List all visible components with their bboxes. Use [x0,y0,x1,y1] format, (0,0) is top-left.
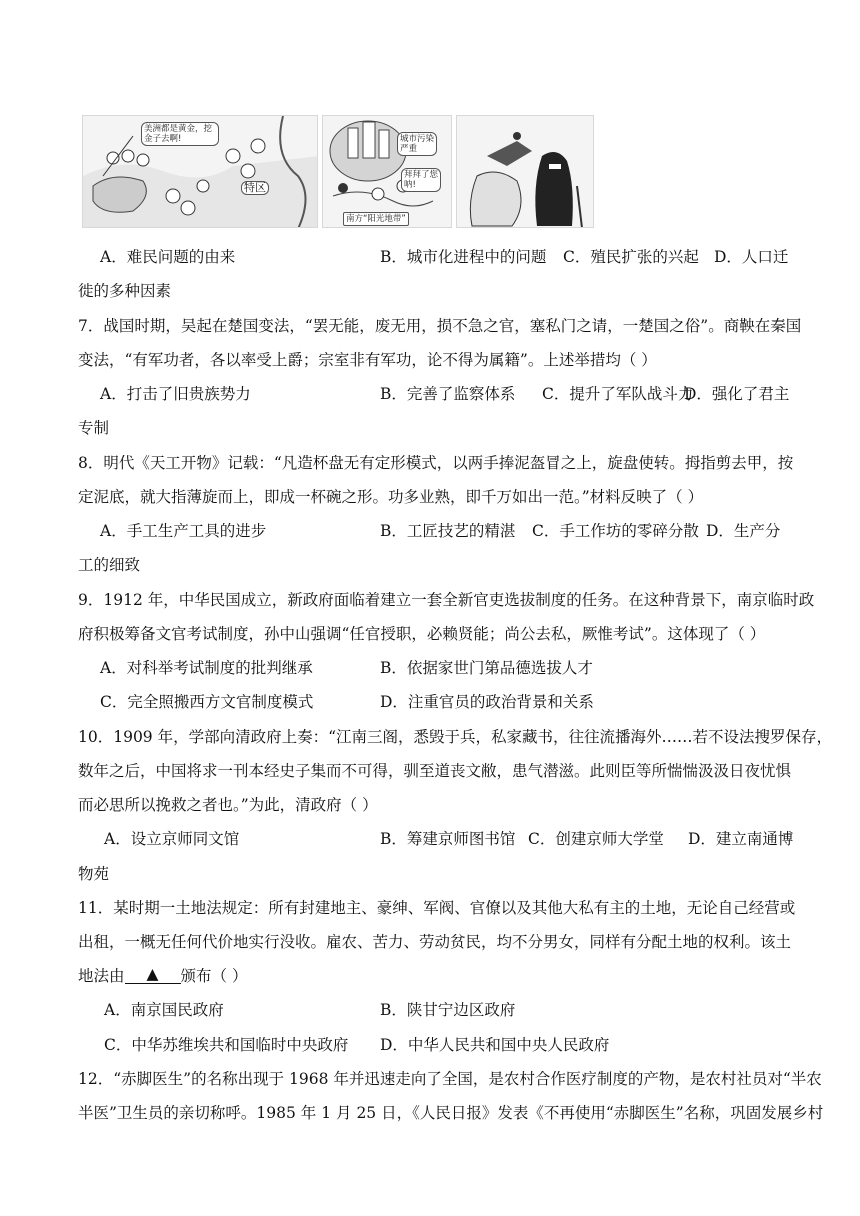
q6-option-a[interactable]: A．难民问题的由来 [100,248,236,266]
q11-option-a[interactable]: A．南京国民政府 [104,1001,224,1019]
q6-option-c[interactable]: C．殖民扩张的兴起 [563,248,699,266]
q6-options [0,245,860,269]
q11-stem-line-3 [0,964,860,988]
q6-options-cont [0,279,860,303]
q11-stem-suffix: 颁布（ ） [180,967,248,985]
q10-options [0,827,860,851]
q10-option-a[interactable]: A．设立京师同文馆 [104,830,240,848]
special-zone-label: 特区 [241,181,269,195]
q7-stem-line-2 [0,348,860,372]
q7-option-d[interactable]: D．强化了君主 [684,385,790,403]
q8-stem-text-2: 定泥底，就大指薄旋而上，即成一杯碗之形。功多业熟，即千万如出一范。”材料反映了（ ） [78,488,704,506]
q8-stem-line-2 [0,485,860,509]
q10-option-b[interactable]: B．筹建京师图书馆 [380,830,516,848]
q8-stem-line-1 [0,451,860,475]
q11-stem-text-1: 11．某时期一土地法规定：所有封建地主、豪绅、军阀、官僚以及其他大私有主的土地，无论自己经营或 [78,899,796,917]
q9-stem-line-2 [0,622,860,646]
q10-stem-text-1: 10．1909 年，学部向清政府上奏：“江南三阁，悉毁于兵，私家藏书，往往流播海外……若不设法搜罗保存， [78,728,833,746]
q9-stem-text-2: 府积极筹备文官考试制度，孙中山强调“任官授职，必赖贤能；尚公去私，厥惟考试”。这体现了（ ） [78,625,766,643]
q11-answer-blank[interactable]: ▲ [125,965,181,984]
q11-stem-line-1 [0,896,860,920]
q7-options-cont [0,416,860,440]
cartoon-panel-gold-rush [82,115,318,228]
goodbye-bubble: 拜拜了您呐! [401,168,441,192]
q7-option-c[interactable]: C．提升了军队战斗力 [542,385,694,403]
q6-option-d[interactable]: D．人口迁 [714,248,789,266]
q7-stem-line-1 [0,314,860,338]
q11-stem-text-2: 出租，一概无任何代价地实行没收。雇农、苦力、劳动贫民，均不分男女，同样有分配土地的权利。该土 [78,933,792,951]
q11-stem-text-3 [78,964,247,988]
q7-options [0,382,860,406]
q11-stem-line-2 [0,930,860,954]
cartoon-panel-sunbelt [322,115,452,228]
q12-stem-line-1 [0,1067,860,1091]
q7-stem-text-2: 变法，“有军功者，各以率受上爵；宗室非有军功，论不得为属籍”。上述举措均（ ） [78,351,657,369]
q7-option-b[interactable]: B．完善了监察体系 [380,385,516,403]
q10-stem-line-2 [0,759,860,783]
q10-option-c[interactable]: C．创建京师大学堂 [528,830,664,848]
city-pollution-bubble: 城市污染严重 [397,132,437,156]
q12-stem-text-1: 12．“赤脚医生”的名称出现于 1968 年并迅速走向了全国，是农村合作医疗制度的产物，是农村社员对“半农 [78,1070,822,1088]
q7-option-d-cont: 专制 [78,419,110,437]
q10-stem-text-2: 数年之后，中国将求一刊本经史子集而不可得，驯至道丧文敝，患气潜滋。此则臣等所惴惴汲汲日夜忧惧 [78,762,792,780]
q11-options-row-2 [0,1033,860,1057]
q10-option-d[interactable]: D．建立南通博 [688,830,794,848]
q8-option-d[interactable]: D．生产分 [706,522,781,540]
cartoon-figure [82,115,594,228]
q6-option-d-cont: 徙的多种因素 [78,282,172,300]
q9-option-a[interactable]: A．对科举考试制度的批判继承 [100,659,313,677]
q10-stem-text-3: 而必思所以挽救之者也。”为此，清政府（ ） [78,796,378,814]
q8-option-c[interactable]: C．手工作坊的零碎分散 [532,522,699,540]
q9-stem-line-1 [0,588,860,612]
q9-options-row-2 [0,690,860,714]
q8-option-a[interactable]: A．手工生产工具的进步 [100,522,267,540]
sunbelt-label: 南方“阳光地带” [343,212,409,226]
q11-option-b[interactable]: B．陕甘宁边区政府 [380,1001,516,1019]
q9-option-b[interactable]: B．依据家世门第品德选拔人才 [380,659,593,677]
q11-stem-prefix: 地法由 [78,967,125,985]
q8-options [0,519,860,543]
cartoon-drawing-refugees [457,116,594,228]
q10-stem-line-1 [0,725,860,749]
q11-option-c[interactable]: C．中华苏维埃共和国临时中央政府 [104,1036,349,1054]
cartoon-panel-refugees [456,115,594,228]
q10-options-cont [0,862,860,886]
q8-options-cont [0,553,860,577]
q9-stem-text-1: 9．1912 年，中华民国成立，新政府面临着建立一套全新官吏选拔制度的任务。在这种背景下，南京临时政 [78,591,815,609]
q12-stem-text-2: 半医”卫生员的亲切称呼。1985 年 1 月 25 日，《人民日报》发表《不再使用“赤脚医生”名称，巩固发展乡村 [78,1104,824,1122]
q9-options-row-1 [0,656,860,680]
q11-option-d[interactable]: D．中华人民共和国中央人民政府 [380,1036,610,1054]
q7-stem-text-1: 7．战国时期，吴起在楚国变法，“罢无能，废无用，损不急之官，塞私门之请，一楚国之俗”。商鞅在秦国 [78,317,802,335]
q8-option-d-cont: 工的细致 [78,556,141,574]
q8-stem-text-1: 8．明代《天工开物》记载：“凡造杯盘无有定形模式，以两手捧泥盔冒之上，旋盘使转。拇指剪去甲，按 [78,454,794,472]
q8-option-b[interactable]: B．工匠技艺的精湛 [380,522,516,540]
q6-option-b[interactable]: B．城市化进程中的问题 [380,248,547,266]
q11-options-row-1 [0,998,860,1022]
q7-option-a[interactable]: A．打击了旧贵族势力 [100,385,251,403]
gold-rush-speech-bubble: 美洲都是黄金，挖金子去啊! [141,122,219,146]
q9-option-c[interactable]: C．完全照搬西方文官制度模式 [100,693,314,711]
q10-option-d-cont: 物苑 [78,865,110,883]
q10-stem-line-3 [0,793,860,817]
q12-stem-line-2 [0,1101,860,1125]
q9-option-d[interactable]: D．注重官员的政治背景和关系 [380,693,594,711]
